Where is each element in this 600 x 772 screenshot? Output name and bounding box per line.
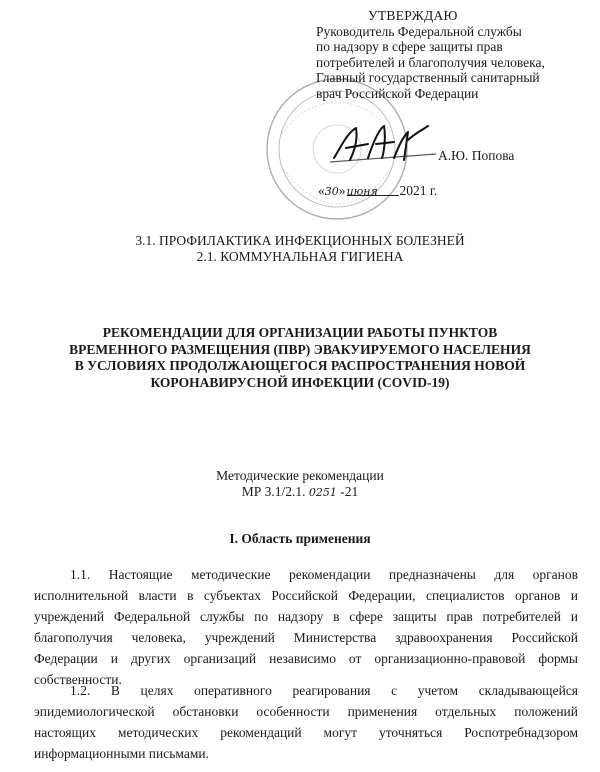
approval-header: УТВЕРЖДАЮ	[368, 8, 458, 23]
mr-suffix: -21	[340, 484, 359, 499]
approval-block	[316, 8, 586, 101]
document-type: Методические рекомендации	[216, 468, 384, 483]
approval-line: врач Российской Федерации	[316, 85, 479, 101]
date-year: 2021 г.	[399, 183, 438, 198]
title-line: РЕКОМЕНДАЦИИ ДЛЯ ОРГАНИЗАЦИИ РАБОТЫ ПУНКТОВ	[102, 325, 498, 340]
paragraph-line: 1.1. Настоящие методические рекомендации предназначены для органов	[70, 567, 578, 582]
title-line: В УСЛОВИЯХ ПРОДОЛЖАЮЩЕГОСЯ РАСПРОСТРАНЕНИЯ НОВОЙ	[74, 358, 526, 373]
paragraph-line: исполнительной власти в субъектах Российской Федерации, специалистов органов и	[34, 588, 578, 603]
document-designation	[0, 468, 600, 501]
paragraph-line: собственности.	[34, 672, 122, 687]
approval-line: по надзору в сфере защиты прав	[316, 39, 503, 54]
paragraph-line: 1.2. В целях оперативного реагирования с учетом складывающейся	[70, 683, 578, 698]
paragraph-line: благополучия человека, учреждений Министерства здравоохранения Российской	[34, 630, 578, 645]
title-line: ВРЕМЕННОГО РАЗМЕЩЕНИЯ (ПВР) ЭВАКУИРУЕМОГО НАСЕЛЕНИЯ	[69, 341, 531, 357]
date-day: 30	[324, 185, 339, 198]
date-open-quote: «	[318, 183, 325, 198]
paragraph-1-1	[34, 564, 578, 690]
classification-line-1: 3.1. ПРОФИЛАКТИКА ИНФЕКЦИОННЫХ БОЛЕЗНЕЙ	[135, 233, 465, 248]
mr-prefix: МР 3.1/2.1.	[241, 484, 306, 499]
date-close-quote: »	[338, 183, 346, 198]
mr-number: 0251	[308, 486, 337, 499]
approval-line: Главный государственный санитарный	[316, 70, 540, 85]
title-line: КОРОНАВИРУСНОЙ ИНФЕКЦИИ (COVID-19)	[150, 374, 450, 390]
paragraph-line: Федерации и других организаций независимо от организационно-правовой формы	[34, 651, 578, 666]
paragraph-line: учреждений Федеральной службы по надзору в сфере защиты прав потребителей и	[34, 609, 578, 624]
classification-line-2: 2.1. КОММУНАЛЬНАЯ ГИГИЕНА	[196, 249, 404, 264]
signatory-name: А.Ю. Попова	[438, 148, 515, 163]
document-title	[40, 325, 560, 391]
section-title: I. Область применения	[229, 531, 371, 546]
paragraph-line: информационными письмами.	[34, 746, 209, 761]
approval-line: Руководитель Федеральной службы	[316, 23, 522, 39]
approval-line: потребителей и благополучия человека,	[316, 54, 545, 70]
document-number	[0, 484, 600, 501]
date-month-blank	[347, 183, 399, 196]
paragraph-line: настоящих методических рекомендаций могут уточняться Роспотребнадзором	[34, 725, 578, 740]
paragraph-1-2	[34, 680, 578, 764]
date-month: июня	[346, 185, 378, 198]
paragraph-line: эпидемиологической обстановки особенности применения отдельных положений	[34, 704, 578, 719]
handwritten-signature	[328, 118, 448, 168]
approval-date	[318, 183, 437, 199]
